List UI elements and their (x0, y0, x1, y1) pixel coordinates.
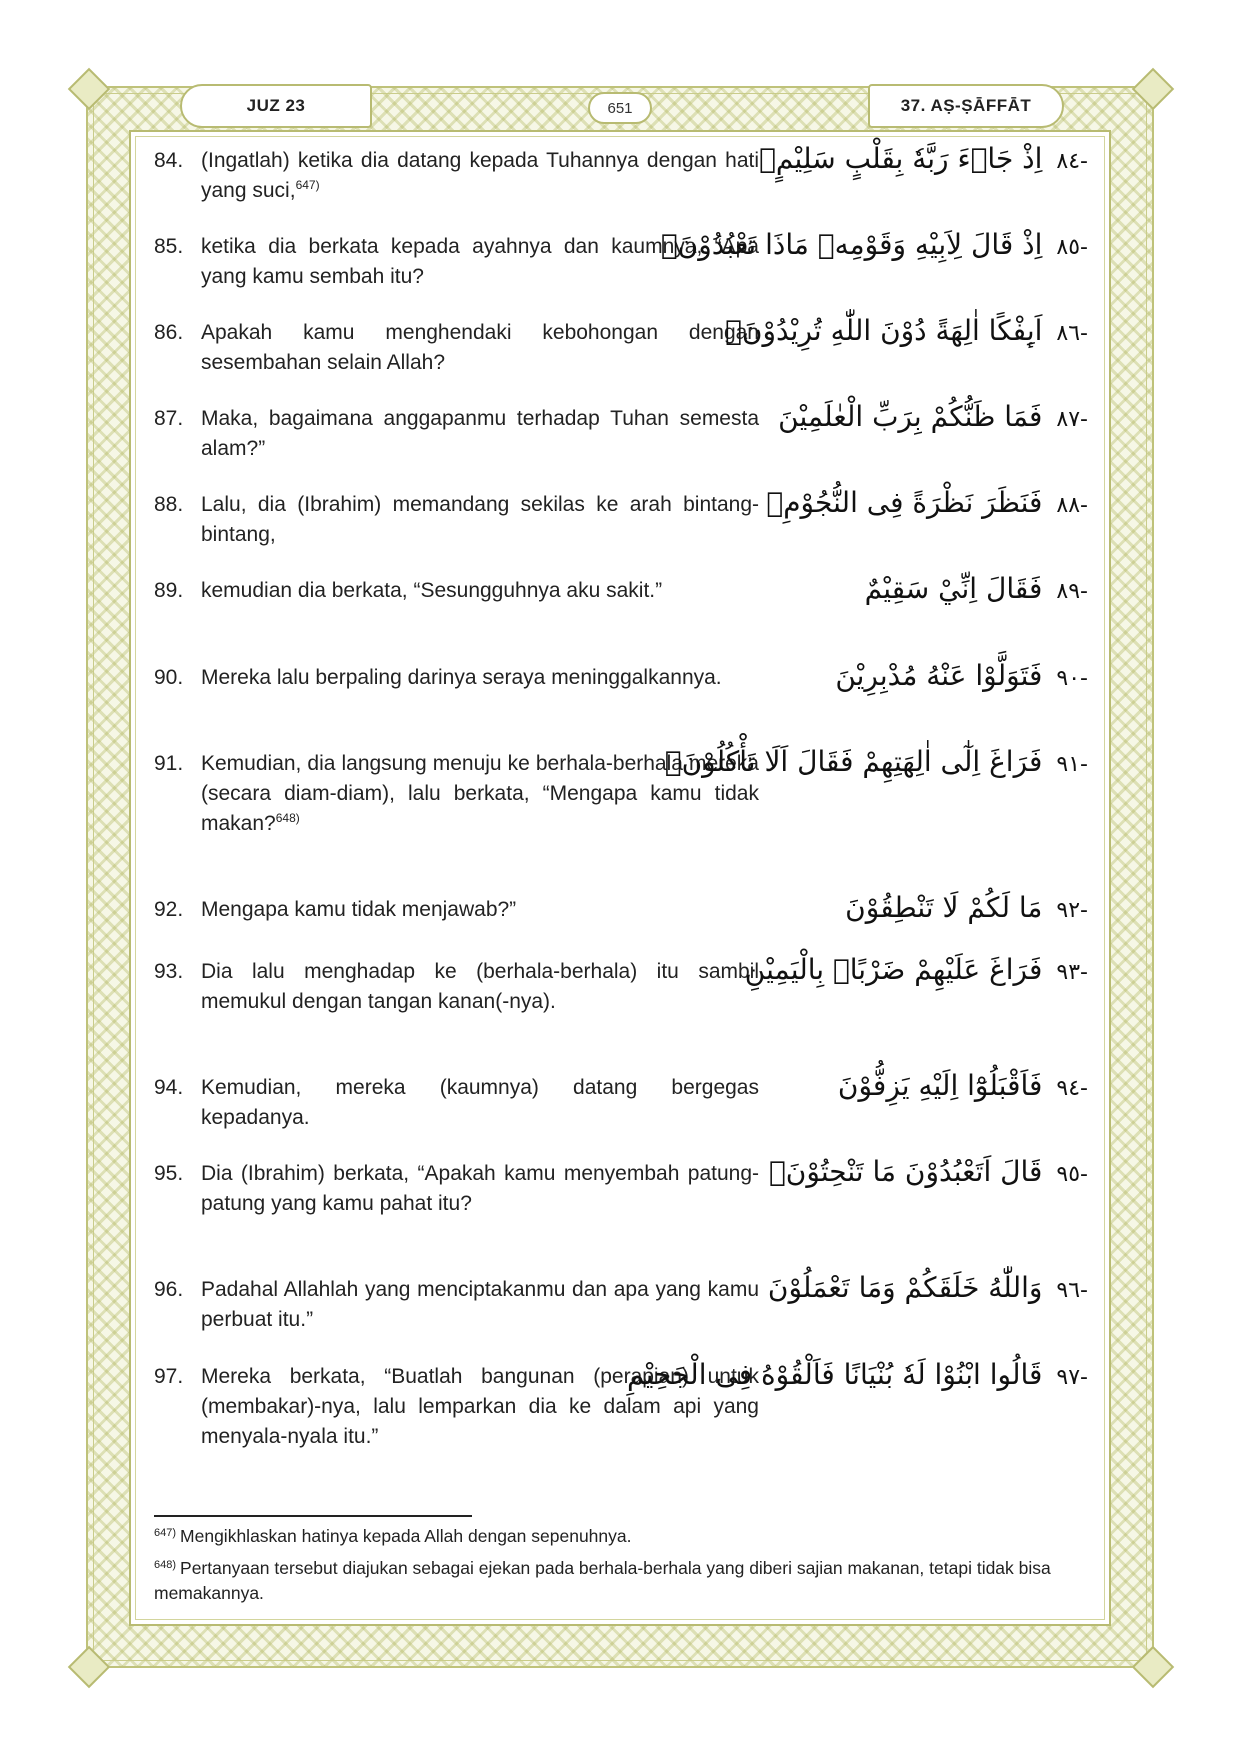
arabic-verse-number: -٨٩ (1056, 579, 1088, 604)
juz-label: JUZ 23 (180, 84, 372, 128)
verse-translation: Apakah kamu menghendaki kebohongan dengan sesembahan selain Allah? (201, 321, 759, 374)
verse-translation: Kemudian, mereka (kaumnya) datang bergegas kepadanya. (201, 1076, 759, 1129)
verse-translation: Padahal Allahlah yang menciptakanmu dan apa yang kamu perbuat itu.” (201, 1278, 759, 1331)
arabic-text: اَىِٕفْكًا اٰلِهَةً دُوْنَ اللّٰهِ تُرِيْدُوْنَۗ (725, 314, 1043, 347)
footnote-647 (154, 1524, 1088, 1549)
arabic-verse-number: -٩٦ (1056, 1278, 1088, 1303)
verse-number: 97. (154, 1365, 184, 1388)
arabic-verse-number: -٩٥ (1056, 1162, 1088, 1187)
verse-arabic (725, 308, 1088, 357)
arabic-verse-number: -٨٦ (1056, 321, 1088, 346)
arabic-text: فَمَا ظَنُّكُمْ بِرَبِّ الْعٰلَمِيْنَ (778, 400, 1043, 433)
arabic-text: مَا لَكُمْ لَا تَنْطِقُوْنَ (845, 891, 1043, 924)
arabic-verse-number: -٩١ (1056, 752, 1088, 777)
verse-translation: Mereka berkata, “Buatlah bangunan (perapian) untuk (membakar)-nya, lalu lemparkan dia ke dalam api yang menyala-nyala itu.” (201, 1365, 759, 1448)
verse-number: 95. (154, 1162, 184, 1185)
arabic-verse-number: -٩٧ (1056, 1365, 1088, 1390)
verse-translation: ketika dia berkata kepada ayahnya dan kaumnya, “Apa yang kamu sembah itu? (201, 235, 759, 288)
verse-number: 89. (154, 579, 184, 602)
verse-arabic (748, 136, 1088, 185)
verse-translation: Lalu, dia (Ibrahim) memandang sekilas ke arah bintang-bintang, (201, 493, 759, 546)
verse-arabic (748, 394, 1088, 443)
verse-number: 84. (154, 149, 184, 172)
verse-arabic (744, 947, 1088, 996)
verse-arabic (660, 222, 1088, 271)
verse-arabic (748, 1149, 1088, 1198)
verse-number: 96. (154, 1278, 184, 1301)
verse-arabic (748, 653, 1088, 702)
arabic-verse-number: -٩٠ (1056, 666, 1088, 691)
verse-translation: kemudian dia berkata, “Sesungguhnya aku sakit.” (201, 579, 663, 602)
arabic-text: قَالَ اَتَعْبُدُوْنَ مَا تَنْحِتُوْنَۙ (769, 1155, 1043, 1188)
verse-translation: Kemudian, dia langsung menuju ke berhala-berhala mereka (secara diam-diam), lalu berkata, “Mengapa kamu tidak makan?$^{648)}$ (201, 752, 759, 835)
verse-translation: Dia lalu menghadap ke (berhala-berhala) itu sambil memukul dengan tangan kanan(-nya). (201, 960, 759, 1013)
footnote-ref[interactable]: 647) (295, 178, 320, 192)
arabic-text: اِذْ جَاۤءَ رَبَّهٗ بِقَلْبٍ سَلِيْمٍۙ (759, 142, 1043, 175)
footnote-number: 648) (154, 1559, 177, 1571)
arabic-text: اِذْ قَالَ لِاَبِيْهِ وَقَوْمِهٖ مَاذَا تَعْبُدُوْنَۚ (660, 228, 1043, 261)
verse-number: 92. (154, 898, 184, 921)
verse-translation: Mereka lalu berpaling darinya seraya meninggalkannya. (201, 666, 722, 689)
arabic-text: فَقَالَ اِنِّيْ سَقِيْمٌ (864, 572, 1043, 605)
verse-arabic (748, 480, 1088, 529)
arabic-text: فَتَوَلَّوْا عَنْهُ مُدْبِرِيْنَ (835, 659, 1043, 692)
verse-arabic (664, 739, 1088, 788)
verse-number: 85. (154, 235, 184, 258)
arabic-text: فَاَقْبَلُوْٓا اِلَيْهِ يَزِفُّوْنَ (837, 1069, 1043, 1102)
arabic-text: فَنَظَرَ نَظْرَةً فِى النُّجُوْمِۙ (766, 486, 1043, 519)
arabic-verse-number: -٨٥ (1056, 235, 1088, 260)
footnote-divider (154, 1515, 472, 1517)
verse-translation: Maka, bagaimana anggapanmu terhadap Tuhan semesta alam?” (201, 407, 759, 460)
arabic-verse-number: -٨٤ (1056, 149, 1088, 174)
verse-number: 91. (154, 752, 184, 775)
footnote-number: 647) (154, 1527, 177, 1539)
arabic-verse-number: -٨٨ (1056, 493, 1088, 518)
arabic-verse-number: -٩٣ (1056, 960, 1088, 985)
verse-number: 87. (154, 407, 184, 430)
arabic-verse-number: -٩٤ (1056, 1076, 1088, 1101)
arabic-verse-number: -٩٢ (1056, 898, 1088, 923)
verse-number: 88. (154, 493, 184, 516)
footnote-text: Pertanyaan tersebut diajukan sebagai ejekan pada berhala-berhala yang diberi sajian makanan, tetapi tidak bisa memakannya. (154, 1558, 1051, 1603)
verse-number: 93. (154, 960, 184, 983)
verse-number: 90. (154, 666, 184, 689)
arabic-text: قَالُوا ابْنُوْا لَهٗ بُنْيَانًا فَاَلْقُوْهُ فِى الْجَحِيْمِ (626, 1358, 1043, 1391)
verse-arabic (626, 1352, 1088, 1401)
verse-translation: (Ingatlah) ketika dia datang kepada Tuhannya dengan hati yang suci,$^{647)}$ (201, 149, 759, 202)
footnote-ref[interactable]: 648) (275, 811, 300, 825)
arabic-text: فَرَاغَ اِلٰٓى اٰلِهَتِهِمْ فَقَالَ اَلَا تَأْكُلُوْنَۚ (664, 745, 1043, 778)
footnote-648 (154, 1556, 1088, 1606)
verse-translation: Mengapa kamu tidak menjawab?” (201, 898, 517, 921)
verse-number: 86. (154, 321, 184, 344)
verse-arabic (748, 1063, 1088, 1112)
footnotes (154, 1524, 1088, 1613)
verse-arabic (748, 885, 1088, 934)
arabic-text: فَرَاغَ عَلَيْهِمْ ضَرْبًاۢ بِالْيَمِيْنِ (744, 953, 1043, 986)
surah-title: 37. AṢ-ṢĀFFĀT (868, 84, 1064, 128)
page-number: 651 (588, 92, 652, 124)
verse-number: 94. (154, 1076, 184, 1099)
arabic-text: وَاللّٰهُ خَلَقَكُمْ وَمَا تَعْمَلُوْنَ (767, 1271, 1043, 1304)
verse-arabic (748, 1265, 1088, 1314)
verse-translation: Dia (Ibrahim) berkata, “Apakah kamu menyembah patung-patung yang kamu pahat itu? (201, 1162, 759, 1215)
verse-arabic (748, 566, 1088, 615)
footnote-text: Mengikhlaskan hatinya kepada Allah dengan sepenuhnya. (180, 1526, 632, 1546)
arabic-verse-number: -٨٧ (1056, 407, 1088, 432)
